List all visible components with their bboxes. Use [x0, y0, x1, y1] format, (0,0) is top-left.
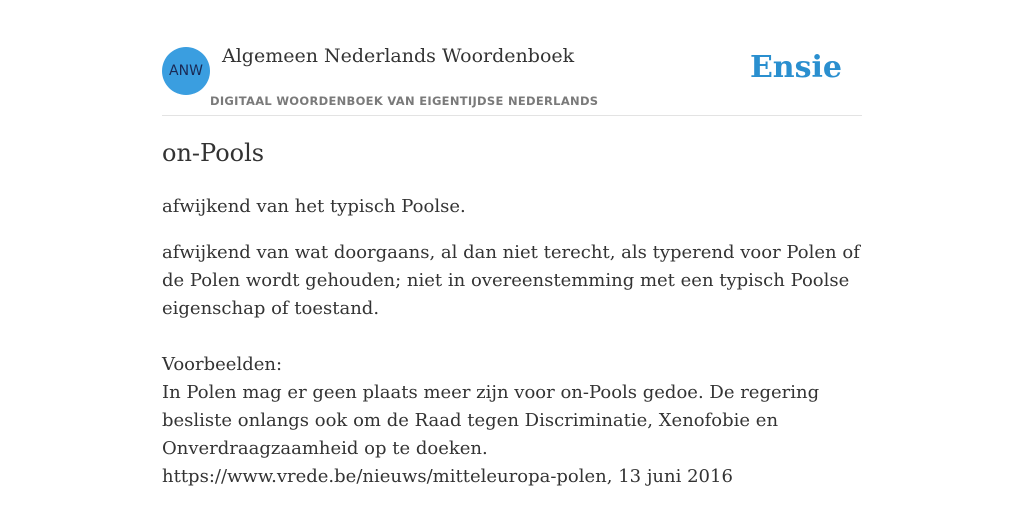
example-text: In Polen mag er geen plaats meer zijn voor on-Pools gedoe. De regering besliste onlangs ook om de Raad tegen Discriminatie, Xenofobie en Onverdraagzaamheid op te doeken. — [162, 382, 820, 459]
examples-label: Voorbeelden: — [162, 354, 283, 375]
example-source: https://www.vrede.be/nieuws/mitteleuropa-polen, 13 juni 2016 — [162, 466, 733, 487]
definition: afwijkend van wat doorgaans, al dan niet terecht, als typerend voor Polen of de Polen wordt gehouden; niet in overeenstemming met een typisch Poolse eigenschap of toestand. — [162, 242, 860, 319]
logo-text: ANW — [169, 63, 203, 79]
header-divider — [162, 115, 862, 116]
entry-headword: on-Pools — [162, 139, 265, 167]
ensie-logo[interactable]: Ensie — [749, 50, 842, 85]
short-definition: afwijkend van het typisch Poolse. — [162, 196, 466, 217]
spacer — [162, 323, 862, 351]
site-subtitle: DIGITAAL WOORDENBOEK VAN EIGENTIJDSE NEDERLANDS — [210, 94, 599, 108]
site-title[interactable]: Algemeen Nederlands Woordenboek — [222, 45, 575, 67]
entry-content — [162, 193, 862, 491]
anw-logo[interactable] — [162, 47, 210, 95]
